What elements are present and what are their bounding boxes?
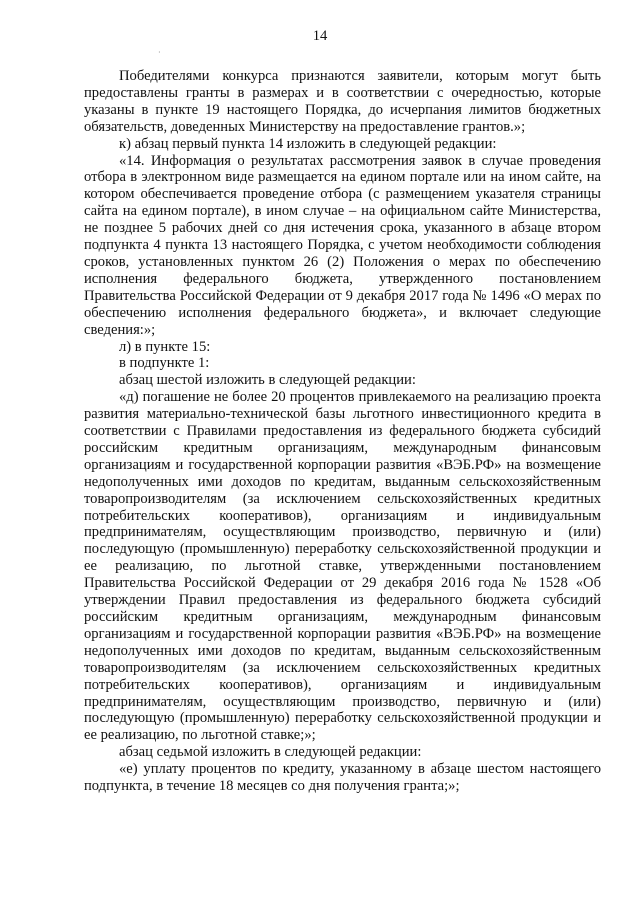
paragraph: в подпункте 1: (119, 355, 210, 372)
page-number: 14 (312, 28, 328, 44)
paragraph: абзац седьмой изложить в следующей редакции: (119, 744, 422, 761)
scan-dot: · (158, 48, 161, 57)
paragraph: «14. Информация о результатах рассмотрения заявок в случае проведения отбора в электронном виде размещается на едином портале или на ином сайте, на котором обеспечивается проведение отбора (с размещением указателя страницы сайта на едином портале), в ином случае – на официальном сайте Министерства, не позднее 5 рабочих дней со дня истечения срока, указанного в абзаце втором подпункта 4 пункта 13 настоящего Порядка, с учетом необходимости соблюдения сроков, установленных пунктом 26 (2) Положения о мерах по обеспечению исполнения федерального бюджета, утвержденного постановлением Правительства Российской Федерации от 9 декабря 2017 года № 1496 «О мерах по обеспечению исполнения федерального бюджета», и включает следующие сведения:»; (84, 152, 601, 338)
paragraph: «д) погашение не более 20 процентов привлекаемого на реализацию проекта развития материально-технической базы льготного инвестиционного кредита в соответствии с Правилами предоставления из федерального бюджета субсидий российским кредитным организациям, международным финансовым организациям и государственной корпорации развития «ВЭБ.РФ» на возмещение недополученных ими доходов по кредитам, выданным сельскохозяйственным товаропроизводителям (за исключением сельскохозяйственных кредитных потребительских кооперативов), организациям и индивидуальным предпринимателям, осуществляющим производство, первичную и (или) последующую (промышленную) переработку сельскохозяйственной продукции и ее реализацию, по льготной ставке, утвержденными постановлением Правительства Российской Федерации от 29 декабря 2016 года № 1528 «Об утверждении Правил предоставления из федерального бюджета субсидий российским кредитным организациям, международным финансовым организациям и государственной корпорации развития «ВЭБ.РФ» на возмещение недополученных ими доходов по кредитам, выданным сельскохозяйственным товаропроизводителям (за исключением сельскохозяйственных кредитных потребительских кооперативов), организациям и индивидуальным предпринимателям, осуществляющим производство, первичную и (или) последующую (промышленную) переработку сельскохозяйственной продукции и ее реализацию, по льготной ставке;»; (84, 389, 601, 744)
paragraph: Победителями конкурса признаются заявители, которым могут быть предоставлены гранты в размерах и в соответствии с очередностью, которые указаны в пункте 19 настоящего Порядка, до исчерпания лимитов бюджетных обязательств, доведенных Министерству на предоставление грантов.»; (84, 68, 601, 135)
document-body (84, 68, 601, 795)
paragraph: к) абзац первый пункта 14 изложить в следующей редакции: (119, 135, 497, 152)
paragraph: абзац шестой изложить в следующей редакции: (119, 372, 416, 389)
paragraph: «е) уплату процентов по кредиту, указанному в абзаце шестом настоящего подпункта, в течение 18 месяцев со дня получения гранта;»; (84, 761, 601, 795)
paragraph: л) в пункте 15: (119, 338, 211, 355)
